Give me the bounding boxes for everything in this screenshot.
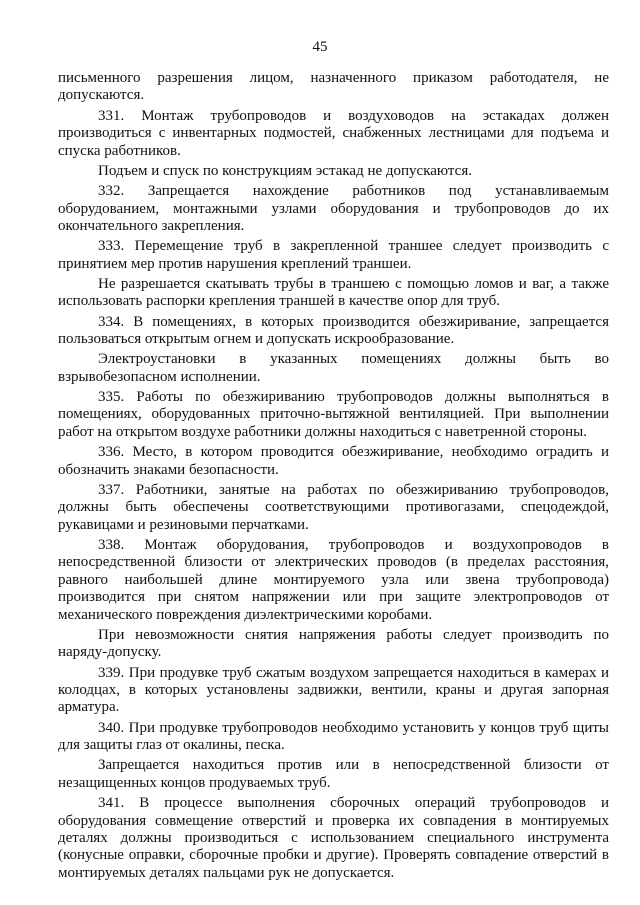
paragraph-340: 340. При продувке трубопроводов необходимо установить у концов труб щиты для защиты глаз от окалины, песка. xyxy=(58,719,609,754)
paragraph-341: 341. В процессе выполнения сборочных операций трубопроводов и оборудования совмещение отверстий и проверка их совпадения в монтируемых деталях должны производиться с использованием специального инструмента (конусные оправки, сборочные пробки и другие). Проверять совпадение отверстий в монтируемых деталях пальцами рук не допускается. xyxy=(58,795,609,881)
paragraph-332: 332. Запрещается нахождение работников под устанавливаемым оборудованием, монтажными узлами оборудования и трубопроводов до их окончательного закрепления. xyxy=(58,183,609,234)
paragraph-340-note: Запрещается находиться против или в непосредственной близости от незащищенных концов продуваемых труб. xyxy=(58,757,609,791)
paragraph-339: 339. При продувке труб сжатым воздухом запрещается находиться в камерах и колодцах, в которых установлены задвижки, вентили, краны и другая запорная арматура. xyxy=(58,664,609,716)
paragraph-337: 337. Работники, занятые на работах по обезжириванию трубопроводов, должны быть обеспечены соответствующими противогазами, спецодеждой, рукавицами и резиновыми перчатками. xyxy=(58,481,609,533)
paragraph-334: 334. В помещениях, в которых производится обезжиривание, запрещается пользоваться открытым огнем и допускать искрообразование. xyxy=(58,313,609,348)
paragraph-continuation: письменного разрешения лицом, назначенного приказом работодателя, не допускаются. xyxy=(58,70,609,104)
paragraph-333: 333. Перемещение труб в закрепленной траншее следует производить с принятием мер против нарушения креплений траншеи. xyxy=(58,238,609,272)
paragraph-333-note: Не разрешается скатывать трубы в траншею с помощью ломов и ваг, а также использовать распорки крепления траншей в качестве опор для труб. xyxy=(58,275,609,310)
paragraph-334-note: Электроустановки в указанных помещениях должны быть во взрывобезопасном исполнении. xyxy=(58,351,609,385)
paragraph-338-note: При невозможности снятия напряжения работы следует производить по наряду-допуску. xyxy=(58,626,609,661)
page-number: 45 xyxy=(312,39,328,55)
paragraph-331-note: Подъем и спуск по конструкциям эстакад не допускаются. xyxy=(98,162,472,179)
paragraph-336: 336. Место, в котором проводится обезжиривание, необходимо оградить и обозначить знаками безопасности. xyxy=(58,444,609,478)
paragraph-335: 335. Работы по обезжириванию трубопроводов должны выполняться в помещениях, оборудованных приточно-вытяжной вентиляцией. При выполнении работ на открытом воздухе работники должны находиться с наветренной стороны. xyxy=(58,389,609,440)
paragraph-331: 331. Монтаж трубопроводов и воздуховодов на эстакадах должен производиться с инвентарных подмостей, снабженных лестницами для подъема и спуска работников. xyxy=(58,107,609,159)
document-body xyxy=(58,70,609,882)
paragraph-338: 338. Монтаж оборудования, трубопроводов и воздухопроводов в непосредственной близости от электрических проводов (в пределах расстояния, равного наибольшей длине монтируемого узла или звена трубопровода) производится при снятом напряжении или при защите электропроводов от механического повреждения диэлектрическими коробами. xyxy=(58,536,609,623)
